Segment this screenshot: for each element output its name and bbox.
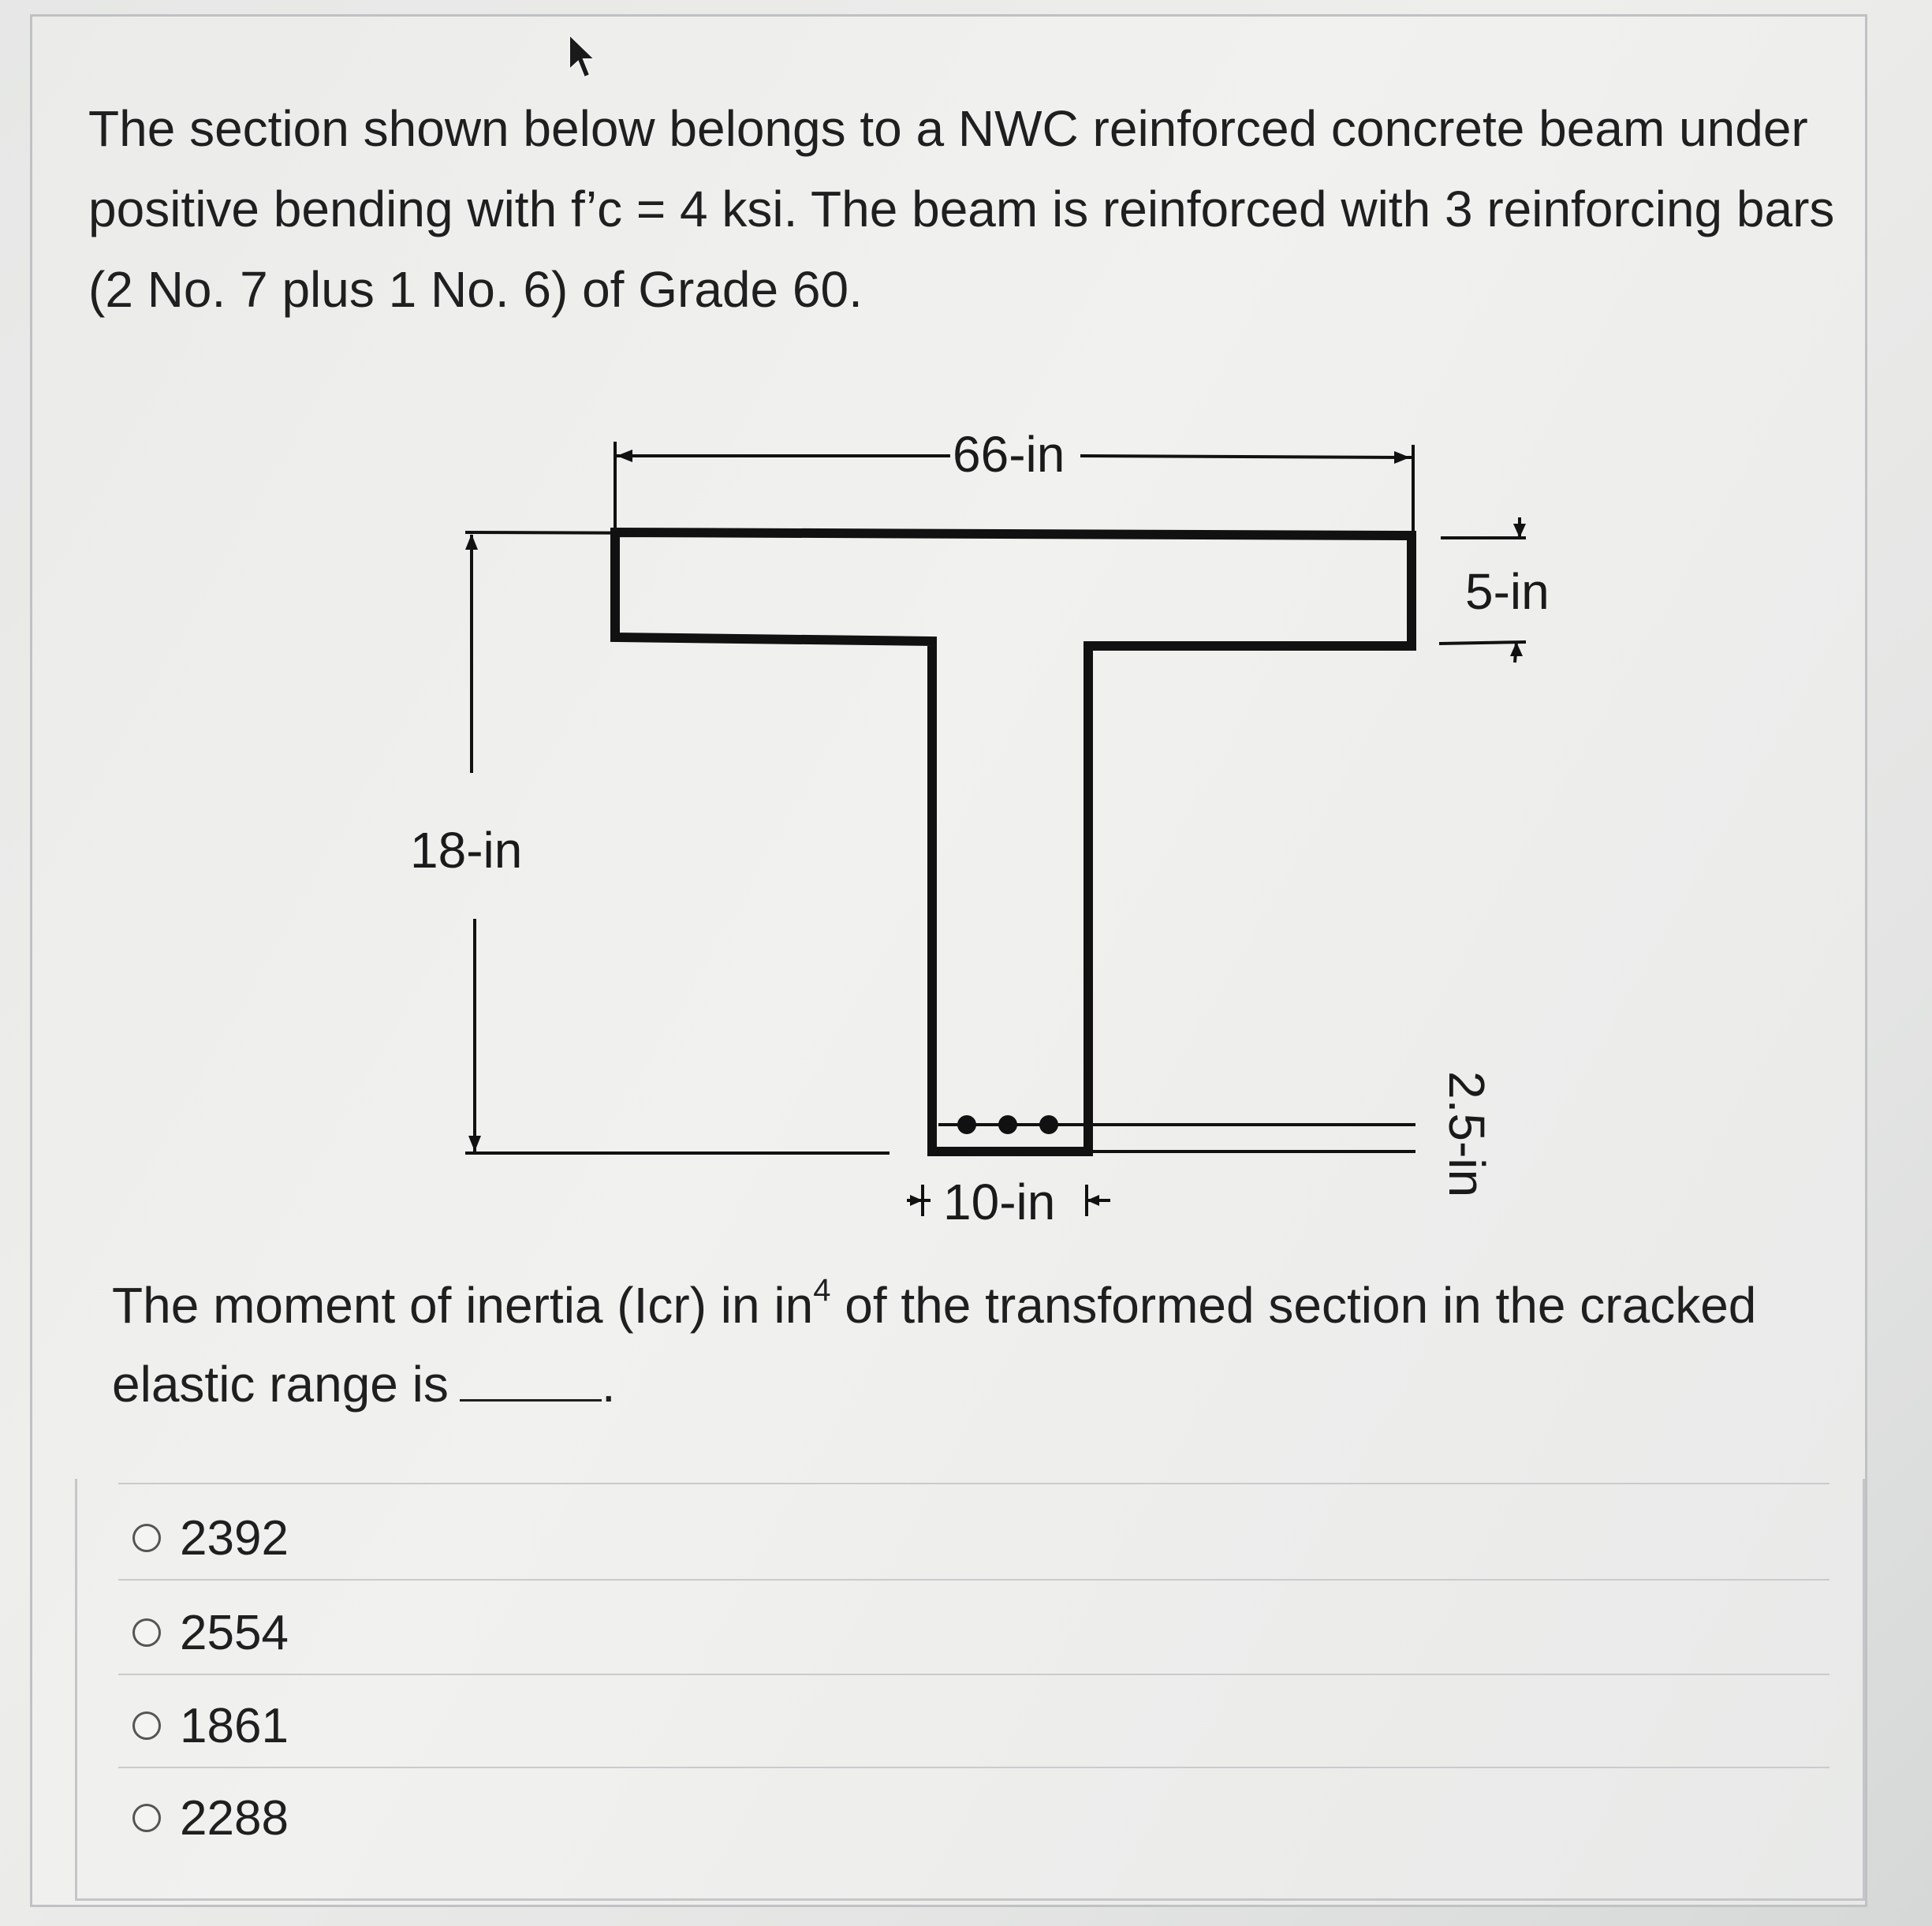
flange-width-label: 66-in <box>953 426 1065 483</box>
divider <box>118 1674 1829 1675</box>
question-text: The section shown below belongs to a NWC reinforced concrete beam under positive bending with f’c = 4 ksi. The beam is reinforced with 3 reinforcing bars (2 No. 7 plus 1 No. 6) of Grade 60. <box>88 100 1835 318</box>
option-label: 2288 <box>180 1790 289 1846</box>
divider <box>118 1483 1829 1484</box>
prompt-text-after: of the transformed section in the cracked elastic range is <box>112 1277 1757 1413</box>
cover-label: 2.5-in <box>1438 1071 1495 1198</box>
prompt-text <box>112 1266 1847 1424</box>
option-label: 2392 <box>180 1510 289 1566</box>
radio-unselected-icon[interactable] <box>132 1711 161 1740</box>
answer-blank <box>460 1391 602 1402</box>
answer-box <box>75 1479 1865 1901</box>
option-2392[interactable] <box>132 1502 289 1573</box>
web-width-label: 10-in <box>943 1174 1056 1230</box>
radio-unselected-icon[interactable] <box>132 1618 161 1647</box>
prompt-text-before: The moment of inertia (Icr) in in <box>112 1277 814 1334</box>
option-2554[interactable] <box>132 1597 289 1668</box>
divider <box>118 1579 1829 1581</box>
radio-unselected-icon[interactable] <box>132 1804 161 1832</box>
total-height-label: 18-in <box>410 822 523 879</box>
option-2288[interactable] <box>132 1782 289 1853</box>
flange-width-dim-right <box>1080 456 1412 457</box>
flange-thickness-label: 5-in <box>1465 563 1550 620</box>
option-label: 2554 <box>180 1605 289 1660</box>
mouse-pointer-icon <box>566 33 598 80</box>
divider <box>118 1767 1829 1768</box>
prompt-superscript: 4 <box>813 1272 831 1308</box>
rebar-bar-3 <box>1039 1115 1058 1134</box>
option-label: 1861 <box>180 1698 289 1753</box>
t-beam-outline <box>615 532 1412 1151</box>
rebar-bar-2 <box>998 1115 1017 1134</box>
option-1861[interactable] <box>132 1690 289 1761</box>
t-beam-diagram <box>386 426 1585 1246</box>
rebar-bar-1 <box>957 1115 976 1134</box>
prompt-period: . <box>601 1356 616 1413</box>
radio-unselected-icon[interactable] <box>132 1524 161 1552</box>
